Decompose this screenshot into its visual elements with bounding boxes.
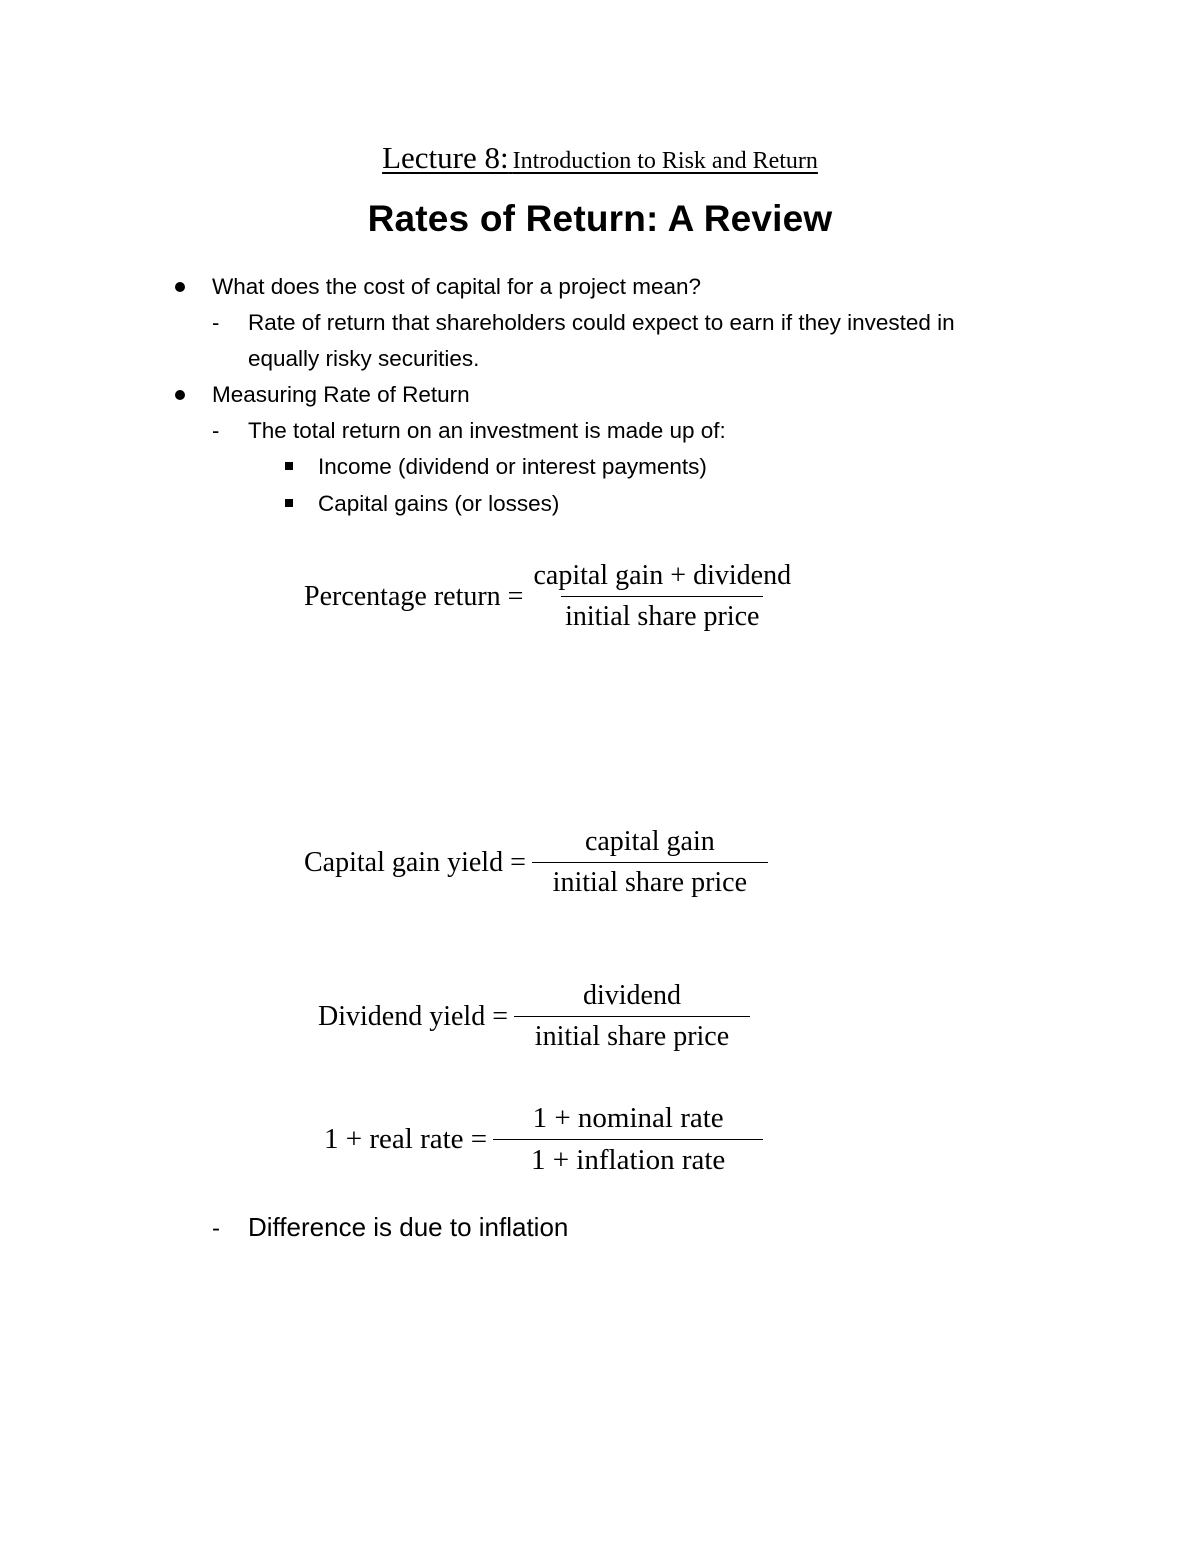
formula-lhs: Percentage return = <box>304 580 524 612</box>
formula-percentage-return <box>304 560 795 633</box>
numerator: capital gain + dividend <box>533 560 792 591</box>
answer-line-1: Rate of return that shareholders could expect to earn if they invested in <box>248 310 955 335</box>
denominator: initial share price <box>532 862 768 899</box>
square-bullet-icon <box>285 462 293 470</box>
fraction <box>529 560 795 633</box>
numerator: capital gain <box>584 826 715 857</box>
bullet-dot-icon <box>175 390 185 400</box>
dash-marker: - <box>212 310 220 335</box>
denominator: initial share price <box>514 1016 750 1053</box>
dash-marker: - <box>212 1215 220 1242</box>
formula-lhs: Capital gain yield = <box>304 846 526 878</box>
denominator: initial share price <box>561 596 763 633</box>
formula-lhs: 1 + real rate = <box>324 1123 488 1155</box>
numerator: dividend <box>582 980 681 1011</box>
bullet-measuring-rate: Measuring Rate of Return <box>212 382 470 407</box>
fraction <box>532 826 768 899</box>
bullet-question-cost-of-capital: What does the cost of capital for a project mean? <box>212 274 702 299</box>
answer-line-2: equally risky securities. <box>248 346 480 371</box>
fraction <box>514 980 750 1053</box>
square-bullet-icon <box>285 499 293 507</box>
total-return-line: The total return on an investment is made up of: <box>248 418 726 443</box>
lecture-label: Lecture 8: <box>382 140 509 175</box>
denominator: 1 + inflation rate <box>493 1139 763 1177</box>
sub-item-capital-gains: Capital gains (or losses) <box>318 491 560 516</box>
section-heading: Rates of Return: A Review <box>367 198 833 239</box>
final-note: Difference is due to inflation <box>248 1212 569 1242</box>
formula-lhs: Dividend yield = <box>318 1000 508 1032</box>
lecture-topic: Introduction to Risk and Return <box>512 148 818 174</box>
sub-item-income: Income (dividend or interest payments) <box>318 454 707 479</box>
numerator: 1 + nominal rate <box>532 1102 724 1134</box>
formula-real-rate <box>324 1102 763 1177</box>
formula-capital-gain-yield <box>304 826 768 899</box>
dash-marker: - <box>212 418 220 443</box>
fraction <box>493 1102 763 1177</box>
bullet-dot-icon <box>175 282 185 292</box>
lecture-title <box>0 140 1200 176</box>
formula-dividend-yield <box>318 980 750 1053</box>
